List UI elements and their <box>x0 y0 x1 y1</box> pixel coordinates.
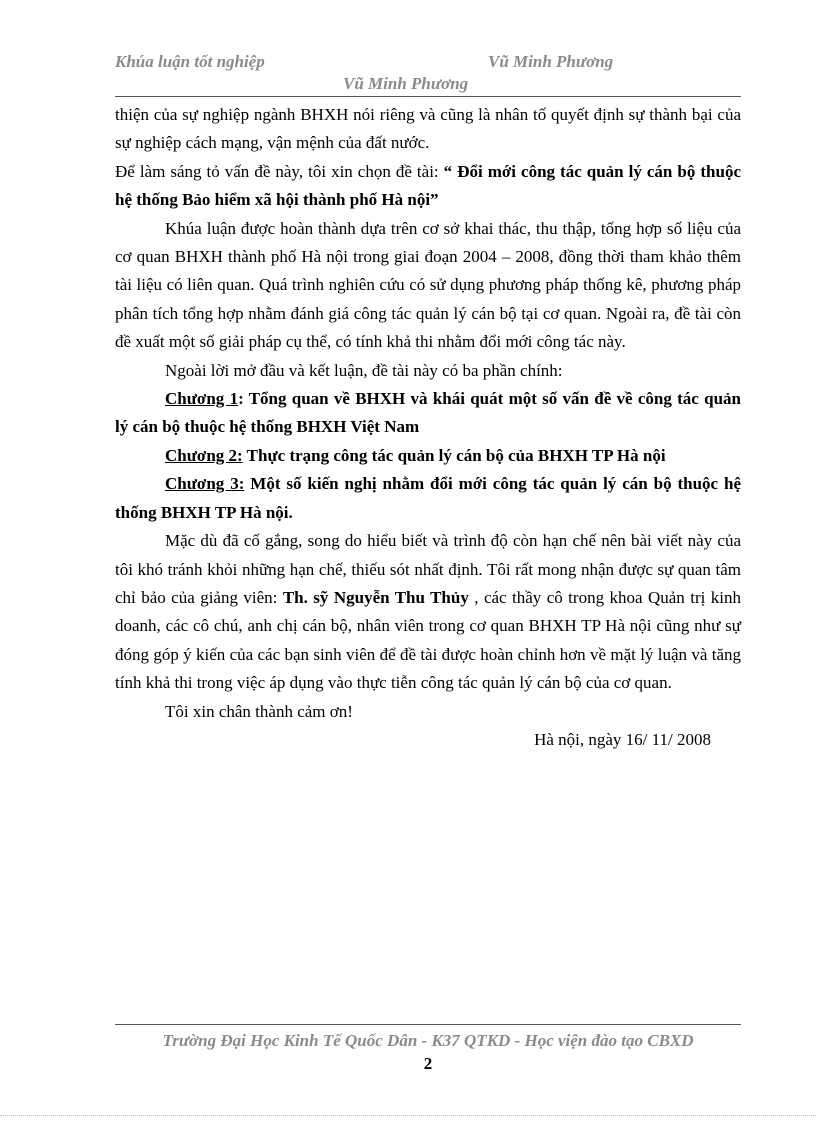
advisor-name: Th. sỹ Nguyễn Thu Thủy <box>282 587 469 607</box>
topic-title: “ Đổi mới công tác quản lý cán bộ thuộc hệ thống Bảo hiểm xã hội thành phố Hà nội” <box>115 161 741 210</box>
chapter-1-label: Chương 1 <box>165 389 239 409</box>
paragraph-topic <box>115 158 741 215</box>
signature-date: Hà nội, ngày 16/ 11/ 2008 <box>534 729 711 749</box>
paragraph-structure: Ngoài lời mở đầu và kết luận, đề tài này có ba phần chính: <box>165 360 563 380</box>
header-left-title: Khúa luận tốt nghiệp <box>115 52 265 71</box>
header-divider <box>115 96 741 97</box>
chapter-3-text: Một số kiến nghị nhằm đổi mới công tác quản lý cán bộ thuộc hệ thống BHXH TP Hà nội. <box>115 474 741 522</box>
topic-intro: Để làm sáng tỏ vấn đề này, tôi xin chọn đề tài: <box>115 161 444 181</box>
header-author: Vũ Minh Phương <box>488 52 614 71</box>
chapter-2-label: Chương 2: <box>165 445 243 465</box>
paragraph-method: Khúa luận được hoàn thành dựa trên cơ sở khai thác, thu thập, tổng hợp số liệu của cơ quan BHXH thành phố Hà nội trong giai đoạn 2004 – 2008, đồng thời tham khảo thêm tài liệu có liên quan. Quá trình nghiên cứu có sử dụng phương pháp thống kê, phương pháp phân tích tổng hợp nhằm đánh giá công tác quản lý cán bộ tại cơ quan. Ngoài ra, đề tài còn đề xuất một số giải pháp cụ thể, có tính khả thi nhằm đổi mới công tác này. <box>115 218 741 352</box>
document-body <box>115 101 741 754</box>
footer-divider <box>115 1024 741 1025</box>
chapter-2-text: Thực trạng công tác quản lý cán bộ của BHXH TP Hà nội <box>242 445 666 465</box>
footer-institution: Trường Đại Học Kinh Tế Quốc Dân - K37 QTKD - Học viện đào tạo CBXD <box>162 1031 694 1050</box>
chapter-1 <box>115 385 741 442</box>
paragraph-1: thiện của sự nghiệp ngành BHXH nói riêng và cũng là nhân tố quyết định sự thành bại của sự nghiệp cách mạng, vận mệnh của đất nước. <box>115 105 741 153</box>
chapter-3 <box>115 470 741 527</box>
page-bottom-edge <box>0 1115 816 1116</box>
chapter-3-label: Chương 3: <box>165 474 245 494</box>
paragraph-thanks <box>115 527 741 697</box>
thanks-part-b: , các thầy cô trong khoa Quản trị kinh doanh, các cô chú, anh chị cán bộ, nhân viên trong cơ quan BHXH TP Hà nội cũng như sự đóng góp ý kiến của các bạn sinh viên để đề tài được hoàn chỉnh hơn về mặt lý luận và tăng tính khả thi trong việc áp dụng vào thực tiễn công tác quản lý cán bộ của cơ quan. <box>115 587 741 693</box>
page-number: 2 <box>423 1054 433 1073</box>
chapter-1-text: : Tổng quan về BHXH và khái quát một số vấn đề về công tác quản lý cán bộ thuộc hệ thống BHXH Việt Nam <box>115 389 741 437</box>
thanks-part-a: Mặc dù đã cố gắng, song do hiểu biết và trình độ còn hạn chế nên bài viết này của tôi khó tránh khỏi những hạn chế, thiếu sót nhất định. Tôi rất mong nhận được sự quan tâm chỉ bảo của giảng viên: <box>115 531 741 607</box>
header-author-center: Vũ Minh Phương <box>343 74 469 93</box>
chapter-2 <box>115 442 741 470</box>
paragraph-closing: Tôi xin chân thành cảm ơn! <box>165 701 353 721</box>
